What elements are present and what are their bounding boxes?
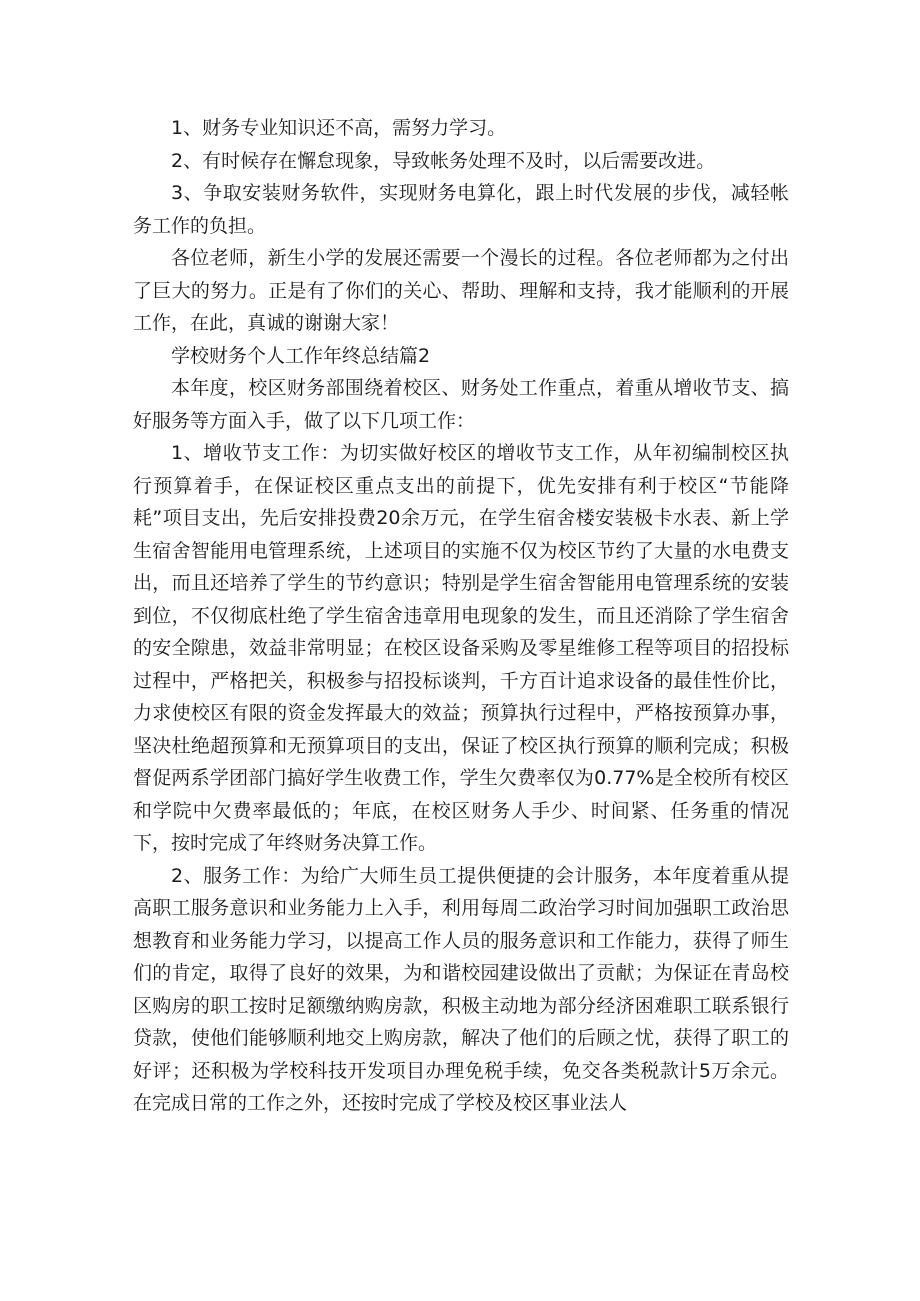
closing-paragraph: 各位老师，新生小学的发展还需要一个漫长的过程。各位老师都为之付出了巨大的努力。正是有了你们的关心、帮助、理解和支持，我才能顺利的开展工作，在此，真诚的谢谢大家！	[133, 247, 789, 334]
document-body	[133, 112, 789, 1120]
list-item-service-work: 2、服务工作：为给广大师生员工提供便捷的会计服务，本年度着重从提高职工服务意识和业务能力上入手，利用每周二政治学习时间加强职工政治思想教育和业务能力学习，以提高工作人员的服务意识和工作能力，获得了师生们的肯定，取得了良好的效果，为和谐校园建设做出了贡献；为保证在青岛校区购房的职工按时足额缴纳购房款，积极主动地为部分经济困难职工联系银行贷款，使他们能够顺利地交上购房款，解决了他们的后顾之忧，获得了职工的好评；还积极为学校科技开发项目办理免税手续，免交各类税款计5万余元。在完成日常的工作之外，还按时完成了学校及校区事业法人	[133, 864, 789, 1114]
list-item-finance-software: 3、争取安装财务软件，实现财务电算化，跟上时代发展的步伐，减轻帐务工作的负担。	[133, 182, 789, 237]
section-heading: 学校财务个人工作年终总结篇2	[171, 344, 431, 367]
list-item-revenue-saving: 1、增收节支工作：为切实做好校区的增收节支工作，从年初编制校区执行预算着手，在保证校区重点支出的前提下，优先安排有利于校区“节能降耗”项目支出，先后安排投费20余万元，在学生宿舍楼安装极卡水表、新上学生宿舍智能用电管理系统，上述项目的实施不仅为校区节约了大量的水电费支出，而且还培养了学生的节约意识；特别是学生宿舍智能用电管理系统的安装到位，不仅彻底杜绝了学生宿舍违章用电现象的发生，而且还消除了学生宿舍的安全隙患，效益非常明显；在校区设备采购及零星维修工程等项目的招投标过程中，严格把关，积极参与招投标谈判，千方百计追求设备的最佳性价比，力求使校区有限的资金发挥最大的效益；预算执行过程中，严格按预算办事，坚决杜绝超预算和无预算项目的支出，保证了校区执行预算的顺利完成；积极督促两系学团部门搞好学生收费工作，学生欠费率仅为0.77%是全校所有校区和学院中欠费率最低的；年底，在校区财务人手少、时间紧、任务重的情况下，按时完成了年终财务决算工作。	[133, 442, 789, 854]
list-item-slack-phenomenon: 2、有时候存在懈怠现象，导致帐务处理不及时，以后需要改进。	[171, 149, 716, 172]
list-item-professional-knowledge: 1、财务专业知识还不高，需努力学习。	[171, 117, 507, 139]
intro-paragraph: 本年度，校区财务部围绕着校区、财务处工作重点，着重从增收节支、搞好服务等方面入手，做了以下几项工作：	[133, 377, 789, 432]
